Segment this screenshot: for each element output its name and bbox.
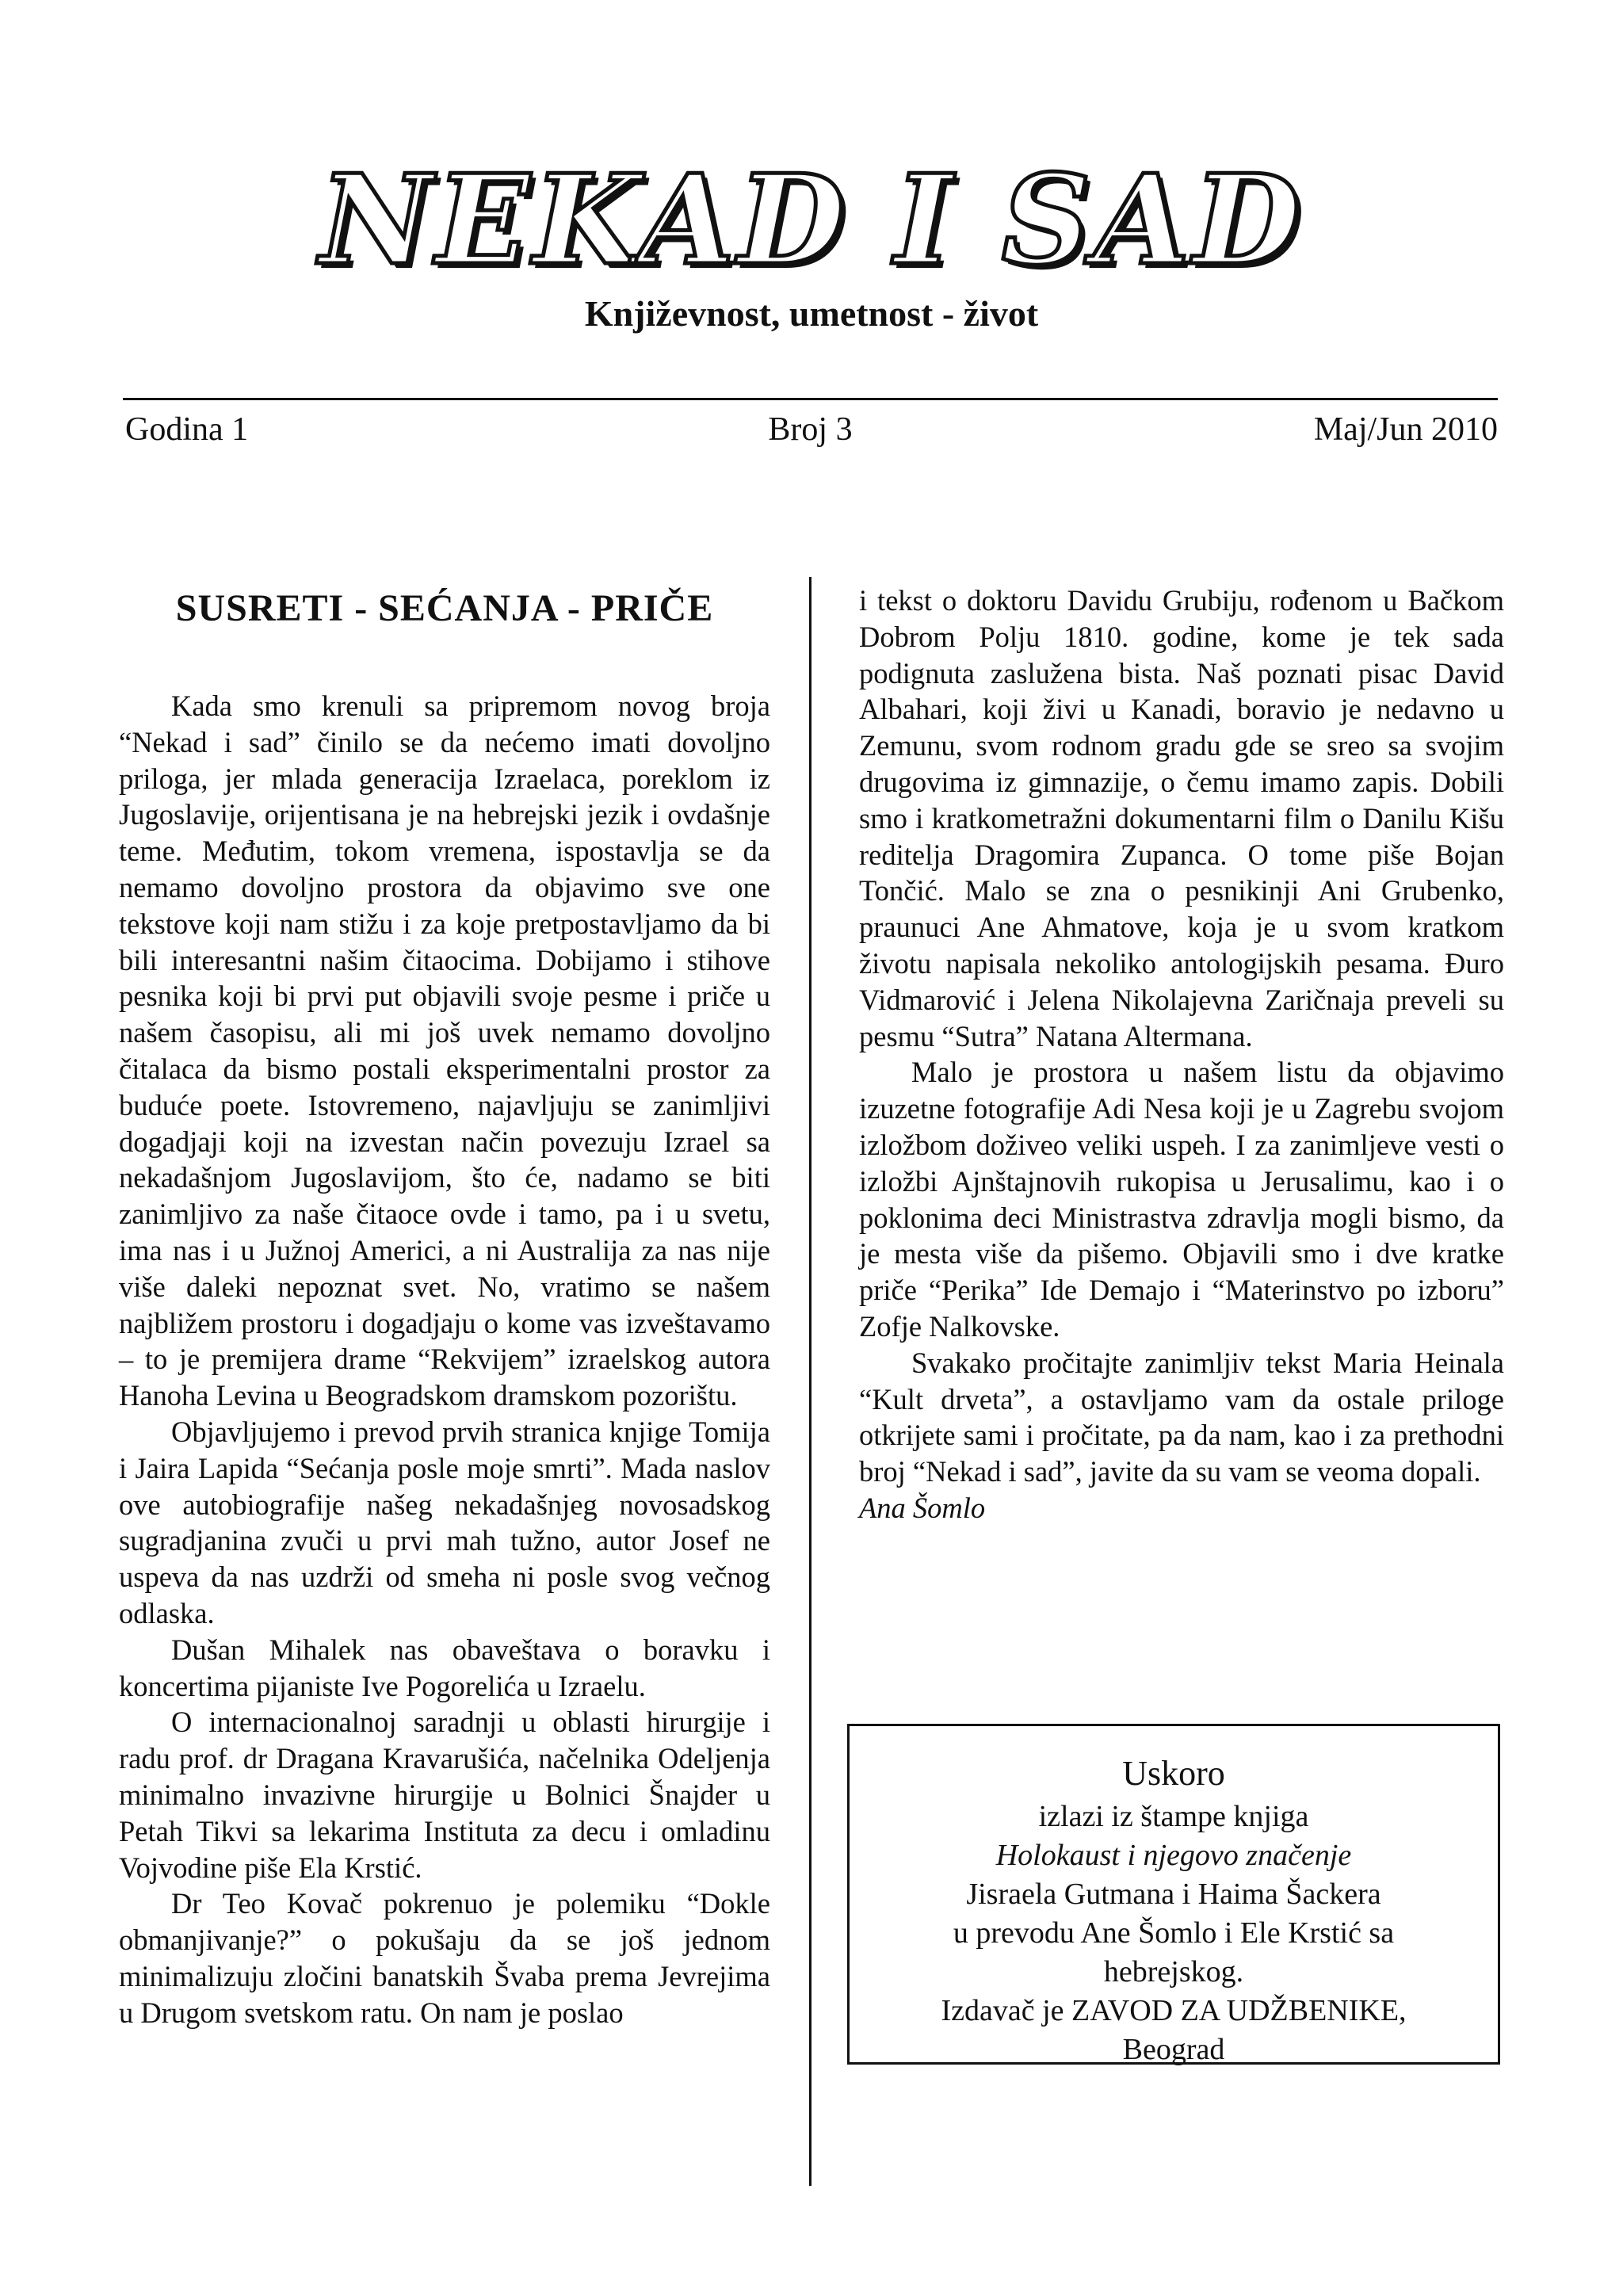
- article-paragraph: O internacionalnoj saradnji u oblasti hirurgije i radu prof. dr Dragana Kravarušića, načelnika Odeljenja minimalno invazivne hirurgije u Bolnici Šnajder u Petah Tikvi sa lekarima Instituta za decu i omladinu Vojvodine piše Ela Krstić.: [119, 1706, 770, 1884]
- article-paragraph: Svakako pročitajte zanimljiv tekst Maria Heinala “Kult drveta”, a ostavljamo vam da ostale priloge otkrijete sami i pročitate, pa da nam, kao i za prethodni broj “Nekad i sad”, javite da su vam se veoma dopali.: [859, 1346, 1504, 1488]
- article-paragraph: Malo je prostora u našem listu da objavimo izuzetne fotografije Adi Nesa koji je u Zagrebu svojom izložbom doživeo veliki uspeh. I za zanimljeve vesti o izložbi Ajnštajnovih rukopisa u Jerusalimu, kao i o poklonima deci Ministrastva zdravlja mogli bismo, da je mesta više da pišemo. Objavili smo i dve kratke priče “Perika” Ide Demajo i “Materinstvo po izboru” Zofje Nalkovske.: [859, 1056, 1504, 1343]
- issue-year: Godina 1: [125, 411, 249, 448]
- announcement-line: Jisraela Gutmana i Haima Šackera: [966, 1878, 1381, 1911]
- article-paragraph: Dušan Mihalek nas obaveštava o boravku i koncertima pijaniste Ive Pogorelića u Izraelu.: [119, 1633, 770, 1702]
- announcement-line: izlazi iz štampe knjiga: [1038, 1800, 1309, 1833]
- announcement-book-title: Holokaust i njegovo značenje: [995, 1839, 1352, 1872]
- article-signature: Ana Šomlo: [859, 1491, 986, 1524]
- article-paragraph: Objavljujemo i prevod prvih stranica knjige Tomija i Jaira Lapida “Sećanja posle moje smrti”. Mada naslov ove autobiografije našeg nekadašnjeg novosadskog sugradjanina zvuči u prvi mah tužno, autor Josef ne uspeva da nas uzdrži od smeha ni posle svog večnog odlaska.: [119, 1415, 770, 1629]
- article-right-column: [859, 583, 1504, 1526]
- announcement-heading: Uskoro: [1122, 1754, 1225, 1793]
- announcement-line: u prevodu Ane Šomlo i Ele Krstić sa hebrejskog.: [953, 1916, 1395, 1988]
- column-divider: [809, 577, 812, 2186]
- issue-info-row: [123, 407, 1498, 452]
- masthead-title: NEKAD I SAD: [319, 147, 1304, 292]
- issue-date: Maj/Jun 2010: [1313, 411, 1498, 448]
- book-announcement-box: [847, 1724, 1500, 2065]
- article-title: SUSRETI - SEĆANJA - PRIČE: [175, 587, 714, 629]
- article-paragraph-continuation: i tekst o doktoru Davidu Grubiju, rođenom u Bačkom Dobrom Polju 1810. godine, kome je tek sada podignuta zaslužena bista. Naš poznati pisac David Albahari, koji živi u Kanadi, boravio je nedavno u Zemunu, svom rodnom gradu gde se sreo sa svojim drugovima iz gimnazije, o čemu imamo zapis. Dobili smo i kratkometražni dokumentarni film o Danilu Kišu reditelja Dragomira Zupanca. O tome piše Bojan Tončić. Malo se zna o pesnikinji Ani Grubenko, praunuci Ane Ahmatove, koja je u svom kratkom životu napisala nekoliko antologijskih pesama. Đuro Vidmarović i Jelena Nikolajevna Zaričnaja preveli su pesmu “Sutra” Natana Altermana.: [859, 584, 1504, 1052]
- article-paragraph: Dr Teo Kovač pokrenuo je polemiku “Dokle obmanjivanje?” o pokušaju da se još jednom minimalizuju zločini banatskih Švaba prema Jevrejima u Drugom svetskom ratu. On nam je poslao: [119, 1887, 770, 2029]
- masthead-subtitle: Književnost, umetnost - život: [584, 293, 1039, 334]
- announcement-publisher: Izdavač je ZAVOD ZA UDŽBENIKE, Beograd: [941, 1994, 1407, 2066]
- issue-number: Broj 3: [768, 411, 853, 448]
- masthead-rule: [123, 398, 1498, 400]
- article-paragraph: Kada smo krenuli sa pripremom novog broja “Nekad i sad” činilo se da nećemo imati dovoljno priloga, jer mlada generacija Izraelaca, poreklom iz Jugoslavije, orijentisana je na hebrejski jezik i ovdašnje teme. Međutim, tokom vremena, ispostavlja se da nemamo dovoljno prostora da objavimo sve one tekstove koji nam stižu i za koje pretpostavljamo da bi bili interesantni našim čitaocima. Dobijamo i stihove pesnika koji bi prvi put objavili svoje pesme i priče u našem časopisu, ali mi još uvek nemamo dovoljno čitalaca da bismo postali eksperimentalni prostor za buduće poete. Istovremeno, najavljuju se zanimljivi dogadjaji koji na izvestan način povezuju Izrael sa nekadašnjom Jugoslavijom, što će, nadamo se biti zanimljivo za naše čitaoce ovde i tamo, pa i u svetu, ima nas i u Južnoj Americi, a ni Australija za nas nije više daleki nepoznat svet. No, vratimo se našem najbližem prostoru i dogadjaju o kome vas izveštavamo – to je premijera drame “Rekvijem” izraelskog autora Hanoha Levina u Beogradskom dramskom pozorištu.: [119, 690, 770, 1412]
- article-left-column: [119, 586, 770, 2030]
